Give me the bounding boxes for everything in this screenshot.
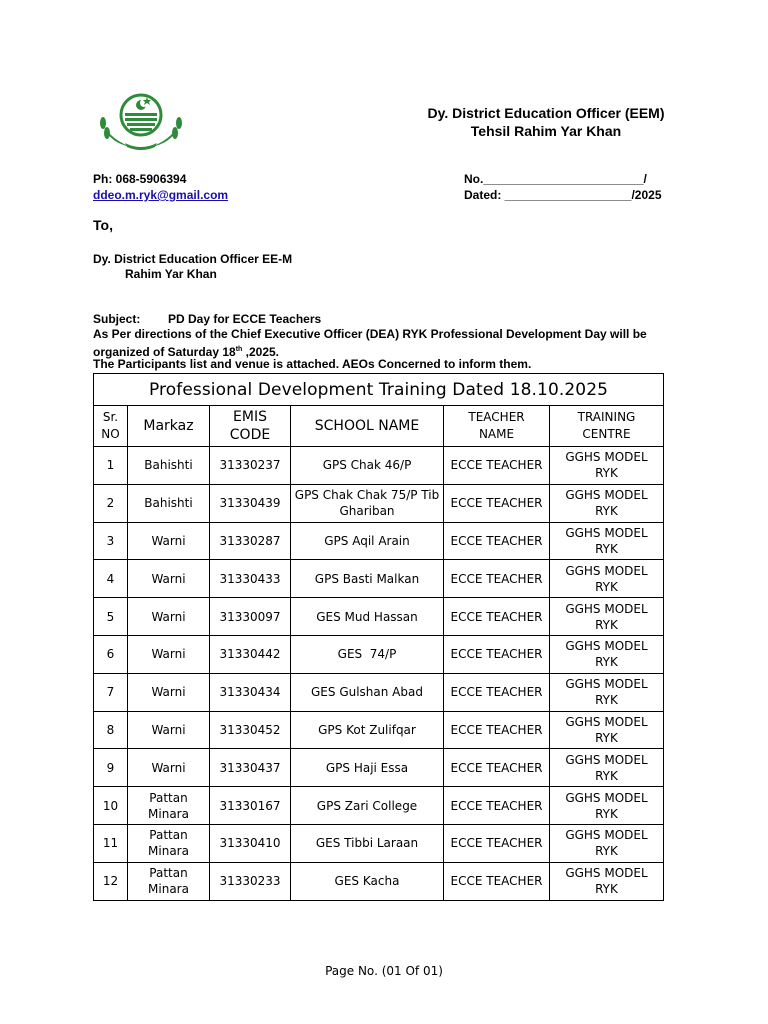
- addressee-location: Rahim Yar Khan: [125, 267, 217, 281]
- teacher-cell: ECCE TEACHER: [444, 824, 550, 862]
- sr-cell: 4: [94, 560, 128, 598]
- table-row: [94, 447, 664, 485]
- markaz-cell: Warni: [128, 711, 210, 749]
- subject-text: PD Day for ECCE Teachers: [168, 312, 322, 326]
- body-text-part: ,2025.: [242, 345, 280, 359]
- teacher-cell: ECCE TEACHER: [444, 484, 550, 522]
- teacher-cell: ECCE TEACHER: [444, 447, 550, 485]
- centre-cell: [550, 673, 664, 711]
- centre-text: GGHS MODEL: [565, 450, 648, 465]
- teacher-cell: ECCE TEACHER: [444, 749, 550, 787]
- markaz-cell: Pattan Minara: [128, 787, 210, 825]
- table-row: [94, 560, 664, 598]
- markaz-cell: Bahishti: [128, 484, 210, 522]
- body-text-part: organized of Saturday 18: [93, 345, 236, 359]
- header-text: NAME: [478, 427, 515, 441]
- centre-text: GGHS MODEL: [565, 790, 648, 805]
- centre-text: RYK: [595, 844, 618, 859]
- teacher-cell: ECCE TEACHER: [444, 522, 550, 560]
- centre-text: GGHS MODEL: [565, 677, 648, 692]
- header-text: TRAINING: [577, 410, 636, 424]
- centre-text: GGHS MODEL: [565, 488, 648, 503]
- centre-text: GGHS MODEL: [565, 714, 648, 729]
- emis-cell: 31330452: [210, 711, 291, 749]
- header-sr: [94, 406, 128, 447]
- sr-cell: 1: [94, 447, 128, 485]
- sr-cell: 5: [94, 598, 128, 636]
- centre-text: GGHS MODEL: [565, 866, 648, 881]
- phone-number: Ph: 068-5906394: [93, 172, 187, 186]
- sr-cell: 11: [94, 824, 128, 862]
- addressee-title: Dy. District Education Officer EE-M: [93, 252, 293, 266]
- centre-text: GGHS MODEL: [565, 563, 648, 578]
- teacher-cell: ECCE TEACHER: [444, 635, 550, 673]
- page-number: Page No. (01 Of 01): [325, 964, 443, 978]
- header-teacher: [444, 406, 550, 447]
- centre-text: GGHS MODEL: [565, 752, 648, 767]
- table-row: [94, 598, 664, 636]
- markaz-cell: Warni: [128, 635, 210, 673]
- header-text: NO: [101, 427, 120, 441]
- table-row: [94, 522, 664, 560]
- markaz-cell: Warni: [128, 522, 210, 560]
- emis-cell: 31330167: [210, 787, 291, 825]
- school-cell: GPS Basti Malkan: [291, 560, 444, 598]
- school-cell: GES Tibbi Laraan: [291, 824, 444, 862]
- office-subtitle: Tehsil Rahim Yar Khan: [470, 123, 622, 139]
- school-cell: GES Mud Hassan: [291, 598, 444, 636]
- centre-text: RYK: [595, 730, 618, 745]
- centre-text: RYK: [595, 768, 618, 783]
- centre-text: GGHS MODEL: [565, 601, 648, 616]
- centre-cell: [550, 598, 664, 636]
- table-row: [94, 824, 664, 862]
- government-logo-icon: [95, 87, 187, 157]
- table-row: [94, 749, 664, 787]
- sr-cell: 8: [94, 711, 128, 749]
- markaz-cell: Warni: [128, 598, 210, 636]
- emis-cell: 31330434: [210, 673, 291, 711]
- centre-cell: [550, 711, 664, 749]
- centre-cell: [550, 447, 664, 485]
- emis-cell: 31330437: [210, 749, 291, 787]
- centre-cell: [550, 635, 664, 673]
- teacher-cell: ECCE TEACHER: [444, 787, 550, 825]
- table-row: [94, 484, 664, 522]
- emis-cell: 31330410: [210, 824, 291, 862]
- markaz-cell: Pattan Minara: [128, 862, 210, 900]
- letter-number-field: No.________________________/: [464, 172, 647, 186]
- emis-cell: 31330097: [210, 598, 291, 636]
- centre-cell: [550, 560, 664, 598]
- table-title: Professional Development Training Dated 18.10.2025: [94, 374, 664, 406]
- office-title: Dy. District Education Officer (EEM): [427, 105, 665, 121]
- centre-text: RYK: [595, 806, 618, 821]
- to-label: To,: [93, 217, 113, 233]
- school-cell: GPS Chak 46/P: [291, 447, 444, 485]
- centre-text: RYK: [595, 882, 618, 897]
- school-cell: GES Kacha: [291, 862, 444, 900]
- header-markaz: Markaz: [128, 406, 210, 447]
- school-cell: GPS Kot Zulifqar: [291, 711, 444, 749]
- centre-text: GGHS MODEL: [565, 828, 648, 843]
- emis-cell: 31330442: [210, 635, 291, 673]
- table-row: [94, 673, 664, 711]
- emis-cell: 31330287: [210, 522, 291, 560]
- header-text: CODE: [229, 427, 271, 443]
- table-row: [94, 711, 664, 749]
- centre-cell: [550, 484, 664, 522]
- markaz-cell: Bahishti: [128, 447, 210, 485]
- letter-date-field: Dated: ___________________/2025: [464, 188, 662, 202]
- school-cell: GPS Haji Essa: [291, 749, 444, 787]
- sr-cell: 6: [94, 635, 128, 673]
- school-cell: GPS Zari College: [291, 787, 444, 825]
- table-row: [94, 862, 664, 900]
- sr-cell: 2: [94, 484, 128, 522]
- teacher-cell: ECCE TEACHER: [444, 862, 550, 900]
- teacher-cell: ECCE TEACHER: [444, 673, 550, 711]
- emis-cell: 31330233: [210, 862, 291, 900]
- centre-text: RYK: [595, 617, 618, 632]
- emis-cell: 31330433: [210, 560, 291, 598]
- markaz-cell: Warni: [128, 673, 210, 711]
- centre-cell: [550, 787, 664, 825]
- centre-text: GGHS MODEL: [565, 639, 648, 654]
- school-cell: GPS Chak Chak 75/P Tib Ghariban: [291, 484, 444, 522]
- sr-cell: 3: [94, 522, 128, 560]
- centre-text: GGHS MODEL: [565, 525, 648, 540]
- table-row: [94, 787, 664, 825]
- emis-cell: 31330237: [210, 447, 291, 485]
- sr-cell: 7: [94, 673, 128, 711]
- teacher-cell: ECCE TEACHER: [444, 560, 550, 598]
- teacher-cell: ECCE TEACHER: [444, 711, 550, 749]
- superscript: th: [235, 346, 243, 353]
- header-text: CENTRE: [582, 427, 631, 441]
- header-text: EMIS: [233, 409, 267, 425]
- header-text: Sr.: [102, 410, 119, 424]
- header-emis: [210, 406, 291, 447]
- centre-text: RYK: [595, 693, 618, 708]
- header-text: TEACHER: [468, 410, 525, 424]
- header-centre: [550, 406, 664, 447]
- school-cell: GES 74/P: [291, 635, 444, 673]
- centre-cell: [550, 749, 664, 787]
- centre-cell: [550, 522, 664, 560]
- centre-text: RYK: [595, 579, 618, 594]
- markaz-cell: Warni: [128, 560, 210, 598]
- centre-cell: [550, 824, 664, 862]
- school-cell: GPS Aqil Arain: [291, 522, 444, 560]
- markaz-cell: Pattan Minara: [128, 824, 210, 862]
- email-link[interactable]: ddeo.m.ryk@gmail.com: [93, 188, 229, 202]
- table-row: [94, 635, 664, 673]
- body-line: The Participants list and venue is attached. AEOs Concerned to inform them.: [93, 357, 532, 371]
- sr-cell: 9: [94, 749, 128, 787]
- sr-cell: 12: [94, 862, 128, 900]
- centre-text: RYK: [595, 504, 618, 519]
- markaz-cell: Warni: [128, 749, 210, 787]
- school-cell: GES Gulshan Abad: [291, 673, 444, 711]
- teacher-cell: ECCE TEACHER: [444, 598, 550, 636]
- emis-cell: 31330439: [210, 484, 291, 522]
- sr-cell: 10: [94, 787, 128, 825]
- subject-label: Subject:: [93, 312, 141, 326]
- centre-text: RYK: [595, 466, 618, 481]
- centre-cell: [550, 862, 664, 900]
- centre-text: RYK: [595, 655, 618, 670]
- centre-text: RYK: [595, 541, 618, 556]
- header-school: SCHOOL NAME: [291, 406, 444, 447]
- participants-table: [93, 373, 664, 901]
- body-line: As Per directions of the Chief Executive Officer (DEA) RYK Professional Development Day will be: [93, 327, 647, 341]
